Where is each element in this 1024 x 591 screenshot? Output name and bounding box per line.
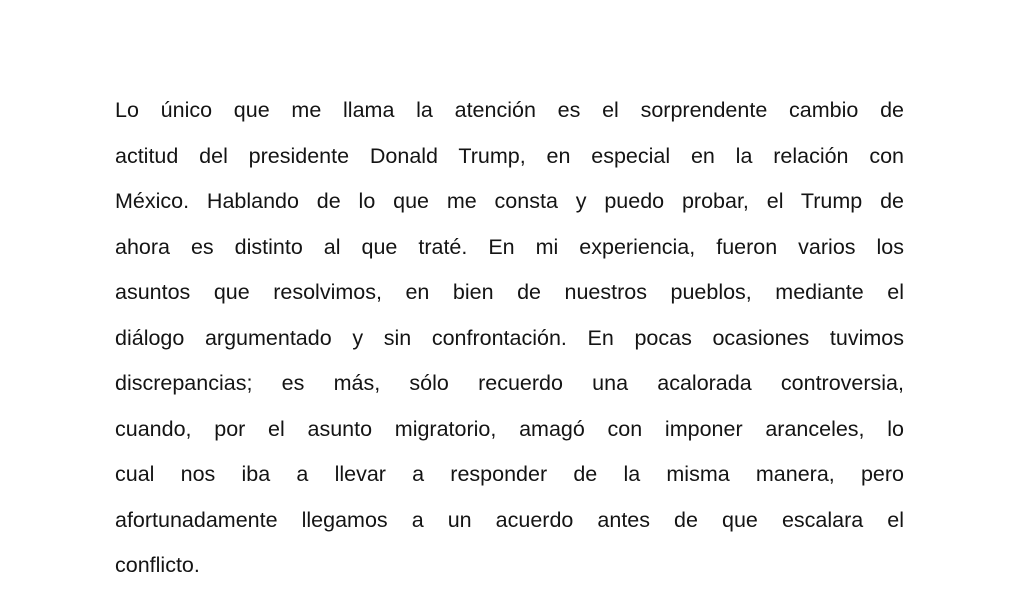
paragraph-line: actitud del presidente Donald Trump, en especial en la relación con [115,143,904,168]
paragraph-line: México. Hablando de lo que me consta y puedo probar, el Trump de [115,189,904,213]
paragraph-line: ahora es distinto al que traté. En mi experiencia, fueron varios los [115,234,904,259]
paragraph-line: diálogo argumentado y sin confrontación. En pocas ocasiones tuvimos [115,325,904,350]
paragraph-line: asuntos que resolvimos, en bien de nuestros pueblos, mediante el [115,280,904,304]
body-paragraph [115,90,904,591]
paragraph-line: afortunadamente llegamos a un acuerdo antes de que escalara el [115,507,904,532]
paragraph-line: cual nos iba a llevar a responder de la misma manera, pero [115,462,904,486]
paragraph-line: Lo único que me llama la atención es el sorprendente cambio de [115,98,904,122]
paragraph-line: conflicto. [115,553,200,577]
paragraph-line: discrepancias; es más, sólo recuerdo una acalorada controversia, [115,371,904,395]
paragraph-line: cuando, por el asunto migratorio, amagó con imponer aranceles, lo [115,416,904,441]
